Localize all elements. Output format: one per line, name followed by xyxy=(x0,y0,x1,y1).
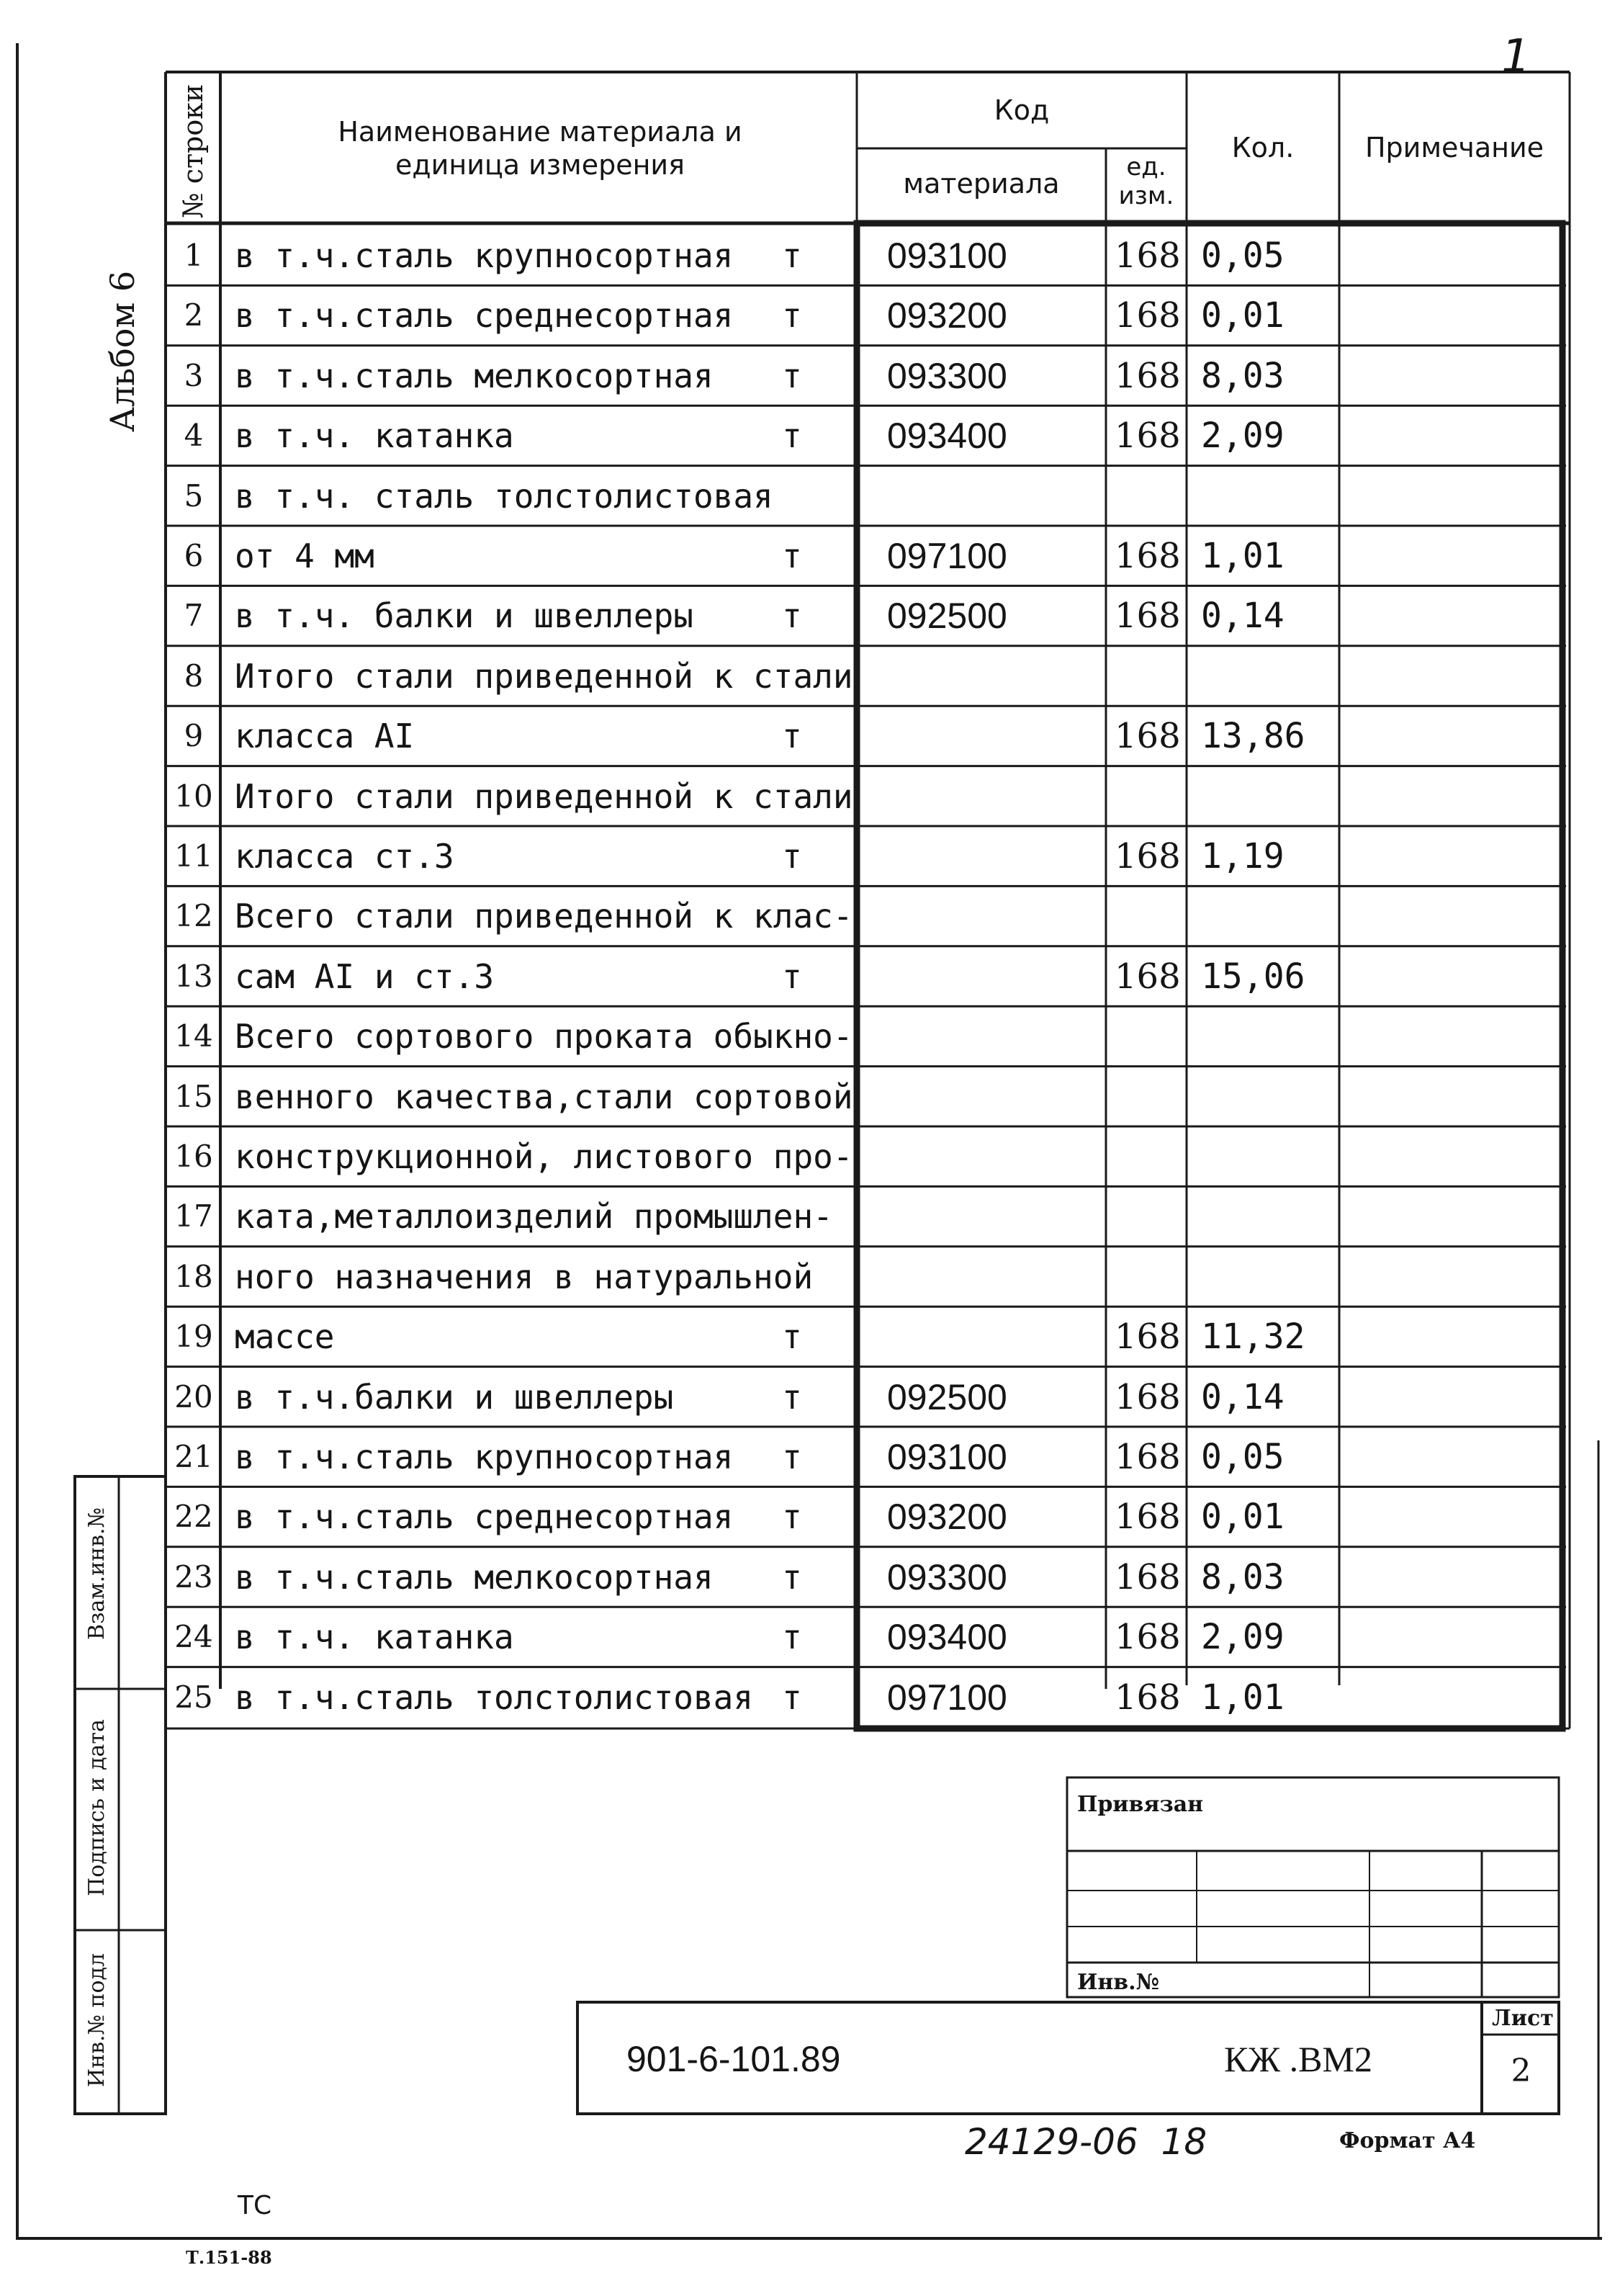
row-number: 20 xyxy=(174,1378,213,1414)
row-quantity: 0,05 xyxy=(1201,1437,1285,1477)
row-quantity: 1,19 xyxy=(1201,836,1285,876)
row-material-name: в т.ч. балки и швеллеры xyxy=(235,596,693,636)
row-material-name: Итого стали приведенной к стали xyxy=(235,776,853,816)
row-material-name: в т.ч.сталь толстолистовая xyxy=(235,1677,754,1717)
row-quantity: 13,86 xyxy=(1201,716,1305,757)
row-unit: т xyxy=(782,956,802,996)
row-quantity: 11,32 xyxy=(1201,1317,1305,1358)
row-quantity: 1,01 xyxy=(1201,1677,1285,1718)
row-unit: т xyxy=(782,1377,802,1417)
row-material-name: в т.ч.сталь среднесортная xyxy=(235,1497,734,1537)
row-unit-code: 168 xyxy=(1115,1556,1181,1597)
format-label: Формат А4 xyxy=(1339,2128,1476,2153)
row-unit-code: 168 xyxy=(1115,1376,1181,1417)
row-number: 19 xyxy=(174,1319,213,1355)
row-quantity: 0,14 xyxy=(1201,1376,1285,1417)
row-material-code: 097100 xyxy=(887,536,1007,576)
row-unit-code: 168 xyxy=(1115,1497,1181,1538)
stamp-inv-podl: Инв.№ подл xyxy=(84,1952,109,2088)
row-number: 23 xyxy=(174,1559,213,1595)
row-quantity: 0,05 xyxy=(1201,236,1285,276)
row-unit-code: 168 xyxy=(1115,536,1181,576)
row-material-name: ного назначения в натуральной xyxy=(235,1257,814,1296)
row-material-name: в т.ч. сталь толстолистовая xyxy=(235,476,773,516)
row-quantity: 0,01 xyxy=(1201,295,1285,336)
row-material-name: в т.ч.сталь крупносортная xyxy=(235,1438,734,1476)
header-row-num: № строки xyxy=(177,84,209,219)
row-material-name: венного качества,стали сортовой xyxy=(235,1077,853,1116)
row-unit: т xyxy=(782,837,802,876)
row-material-code: 093300 xyxy=(887,1556,1007,1597)
row-unit: т xyxy=(782,296,802,336)
row-material-code: 097100 xyxy=(887,1677,1007,1718)
row-unit: т xyxy=(782,1618,802,1657)
row-number: 7 xyxy=(184,598,204,634)
row-unit-code: 168 xyxy=(1115,236,1181,276)
handwritten-number: 24129-06 18 xyxy=(965,2121,1207,2163)
row-unit: т xyxy=(782,537,802,575)
row-quantity: 1,01 xyxy=(1201,536,1285,576)
row-unit: т xyxy=(782,236,802,275)
row-quantity: 2,09 xyxy=(1201,1617,1285,1658)
row-material-name: класса ст.3 xyxy=(235,837,454,876)
row-number: 10 xyxy=(174,778,213,814)
privyazan-label: Привязан xyxy=(1077,1792,1204,1817)
row-material-code: 093400 xyxy=(887,1617,1007,1658)
row-unit-code: 168 xyxy=(1115,1437,1181,1477)
row-unit-code: 168 xyxy=(1115,956,1181,997)
row-number: 14 xyxy=(174,1018,213,1054)
row-number: 13 xyxy=(174,958,213,994)
row-material-name: Всего сортового проката обыкно- xyxy=(235,1017,853,1057)
row-quantity: 15,06 xyxy=(1201,956,1305,997)
row-unit-code: 168 xyxy=(1115,596,1181,637)
row-unit: т xyxy=(782,1438,802,1476)
header-note: Примечание xyxy=(1364,132,1544,163)
row-material-code: 093200 xyxy=(887,1497,1007,1538)
row-number: 6 xyxy=(184,538,204,573)
header-name: Наименование материала и единица измерения xyxy=(338,116,742,181)
row-material-name: в т.ч.сталь крупносортная xyxy=(235,236,734,275)
sheet-number: 2 xyxy=(1511,2053,1531,2089)
row-material-name: в т.ч.сталь среднесортная xyxy=(235,296,734,336)
row-number: 5 xyxy=(184,477,204,514)
row-material-name: массе xyxy=(235,1317,335,1357)
row-unit: т xyxy=(782,1557,802,1597)
row-quantity: 2,09 xyxy=(1201,416,1285,457)
row-number: 3 xyxy=(184,357,204,393)
album-label: Альбом 6 xyxy=(103,270,142,432)
document-code: 901-6-101.89 xyxy=(626,2039,841,2079)
row-material-code: 093300 xyxy=(887,355,1007,396)
row-material-name: в т.ч. катанка xyxy=(235,1618,514,1657)
row-number: 12 xyxy=(174,898,213,934)
row-number: 8 xyxy=(184,658,204,694)
row-material-code: 093200 xyxy=(887,295,1007,336)
row-quantity: 8,03 xyxy=(1201,1556,1285,1597)
row-number: 9 xyxy=(184,718,204,754)
row-quantity: 0,01 xyxy=(1201,1497,1285,1538)
form-code: Т.151-88 xyxy=(186,2247,272,2268)
row-material-name: в т.ч.сталь мелкосортная xyxy=(235,356,714,395)
header-code-material: материала xyxy=(903,168,1060,199)
tc-label: ТС xyxy=(238,2191,272,2220)
row-unit: т xyxy=(782,1497,802,1537)
stamp-podpis-data: Подпись и дата xyxy=(84,1719,109,1896)
row-unit-code: 168 xyxy=(1115,716,1181,757)
row-material-name: в т.ч.сталь мелкосортная xyxy=(235,1557,714,1597)
row-material-code: 093400 xyxy=(887,416,1007,457)
row-unit: т xyxy=(782,596,802,636)
row-unit: т xyxy=(782,1677,802,1717)
header-code-unit: ед. изм. xyxy=(1118,153,1174,210)
row-unit-code: 168 xyxy=(1115,295,1181,336)
row-number: 24 xyxy=(174,1619,213,1655)
row-number: 18 xyxy=(174,1258,213,1294)
row-quantity: 0,14 xyxy=(1201,596,1285,637)
row-number: 15 xyxy=(174,1078,213,1114)
stamp-vzam-inv: Взам.инв.№ xyxy=(84,1507,109,1640)
row-material-name: класса AI xyxy=(235,717,415,756)
row-unit-code: 168 xyxy=(1115,1317,1181,1358)
row-quantity: 8,03 xyxy=(1201,355,1285,396)
row-unit: т xyxy=(782,356,802,395)
row-number: 16 xyxy=(174,1139,213,1174)
row-material-name: Всего стали приведенной к клас- xyxy=(235,897,853,936)
row-number: 21 xyxy=(174,1439,213,1474)
row-material-code: 093100 xyxy=(887,1437,1007,1477)
row-unit: т xyxy=(782,1317,802,1357)
row-number: 17 xyxy=(174,1198,213,1234)
row-unit-code: 168 xyxy=(1115,836,1181,876)
row-unit-code: 168 xyxy=(1115,1677,1181,1718)
row-material-name: в т.ч. катанка xyxy=(235,416,514,456)
sheet-label: Лист xyxy=(1492,2006,1554,2031)
row-material-code: 092500 xyxy=(887,1376,1007,1417)
header-code: Код xyxy=(994,94,1050,126)
row-number: 25 xyxy=(174,1679,213,1715)
row-material-name: в т.ч.балки и швеллеры xyxy=(235,1377,674,1417)
row-material-name: от 4 мм xyxy=(235,537,374,575)
row-number: 22 xyxy=(174,1499,213,1535)
row-material-name: сам AI и ст.3 xyxy=(235,956,495,996)
row-material-name: конструкционной, листового про- xyxy=(235,1137,853,1176)
header-qty: Кол. xyxy=(1231,132,1295,163)
row-unit: т xyxy=(782,416,802,456)
document-mark: КЖ .ВМ2 xyxy=(1224,2039,1372,2079)
row-unit-code: 168 xyxy=(1115,1617,1181,1658)
row-material-name: ката,металлоизделий промышлен- xyxy=(235,1197,833,1237)
row-number: 2 xyxy=(184,297,204,333)
row-unit-code: 168 xyxy=(1115,355,1181,396)
row-unit: т xyxy=(782,717,802,756)
row-number: 4 xyxy=(184,418,204,454)
corner-mark: 1 xyxy=(1501,30,1531,84)
row-number: 1 xyxy=(184,238,204,273)
row-material-code: 092500 xyxy=(887,596,1007,637)
row-unit-code: 168 xyxy=(1115,416,1181,457)
row-number: 11 xyxy=(174,838,213,874)
row-material-name: Итого стали приведенной к стали xyxy=(235,656,853,696)
inv-no-label: Инв.№ xyxy=(1077,1970,1160,1995)
row-material-code: 093100 xyxy=(887,236,1007,276)
